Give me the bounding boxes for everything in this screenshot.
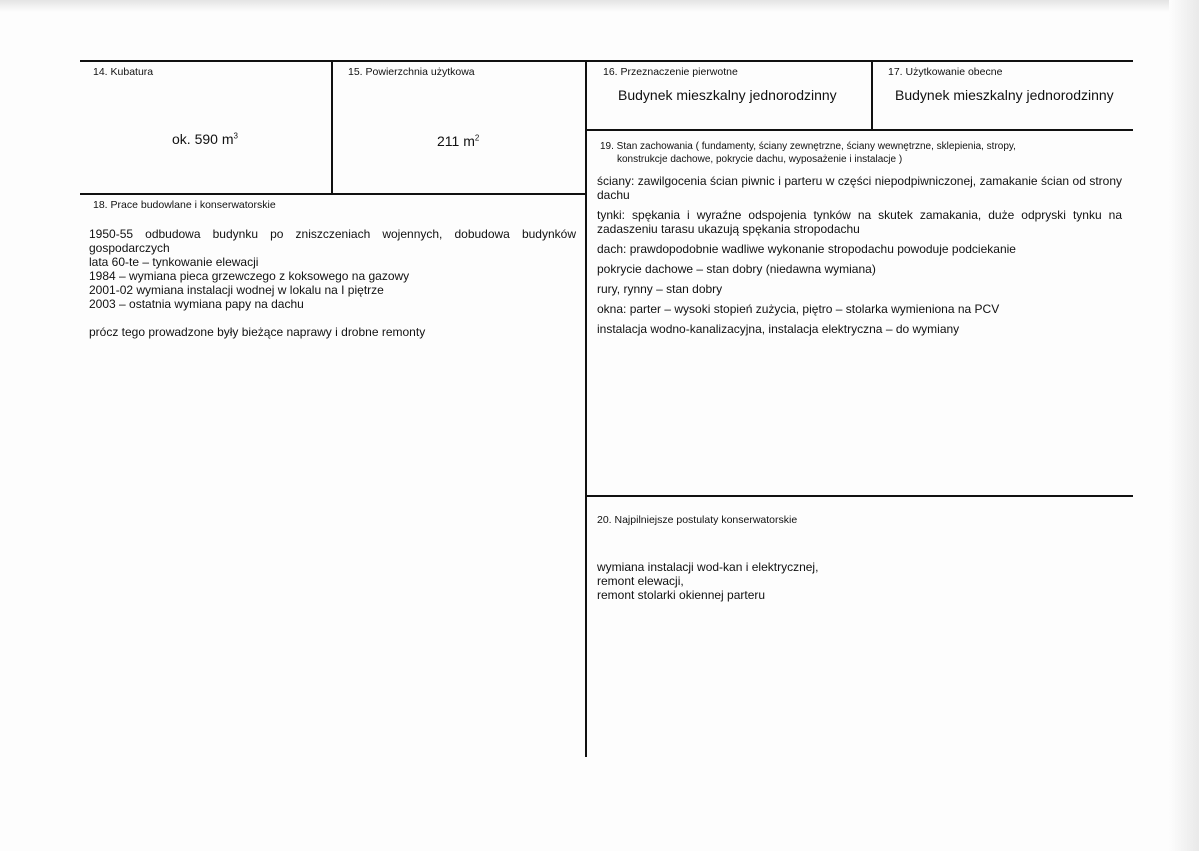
divider-14-15 <box>331 60 333 194</box>
scan-edge-top <box>0 0 1199 12</box>
stan-item-dach: dach: prawdopodobnie wadliwe wykonanie stropodachu powoduje podciekanie <box>597 242 1016 256</box>
top-border-line <box>80 60 1133 62</box>
powierzchnia-value <box>437 133 479 149</box>
stan-item-tynki: tynki: spękania i wyraźne odspojenia tynków na skutek zamakania, duże odpryski tynku na zadaszeniu tarasu ukazują spękania stropodachu <box>597 208 1122 236</box>
stan-item-scian: ściany: zawilgocenia ścian piwnic i parteru w części niepodpiwniczonej, zamakanie ścian od strony dachu <box>597 174 1122 202</box>
powierzchnia-label: 15. Powierzchnia użytkowa <box>348 66 475 78</box>
prace-gap <box>89 311 576 325</box>
divider-16-17 <box>871 60 873 130</box>
prace-body <box>89 227 576 339</box>
powierzchnia-value-text: 211 m <box>437 133 475 149</box>
postulaty-line-2: remont elewacji, <box>597 574 684 588</box>
stan-body <box>597 174 1122 342</box>
kubatura-value-sup: 3 <box>233 131 238 141</box>
postulaty-label: 20. Najpilniejsze postulaty konserwatorskie <box>597 514 798 526</box>
stan-label-line1: 19. Stan zachowania ( fundamenty, ściany zewnętrzne, ściany wewnętrzne, sklepienia, stropy, <box>600 141 1016 152</box>
line-under-14-15 <box>80 193 587 195</box>
prace-note: prócz tego prowadzone były bieżące naprawy i drobne remonty <box>89 325 426 339</box>
line-under-16-17 <box>585 129 1133 131</box>
stan-item-instalacja: instalacja wodno-kanalizacyjna, instalacja elektryczna – do wymiany <box>597 322 960 336</box>
stan-item-rury: rury, rynny – stan dobry <box>597 282 723 296</box>
postulaty-line-3: remont stolarki okiennej parteru <box>597 588 766 602</box>
scan-edge-right <box>1169 0 1199 851</box>
stan-item-pokrycie: pokrycie dachowe – stan dobry (niedawna wymiana) <box>597 262 876 276</box>
przeznaczenie-label: 16. Przeznaczenie pierwotne <box>603 66 738 78</box>
przeznaczenie-value: Budynek mieszkalny jednorodzinny <box>618 87 837 103</box>
kubatura-value-text: ok. 590 m <box>172 131 234 147</box>
postulaty-body <box>597 560 1097 602</box>
divider-main <box>585 60 587 757</box>
stan-label-line2: konstrukcje dachowe, pokrycie dachu, wyposażenie i instalacje ) <box>617 154 903 165</box>
powierzchnia-value-sup: 2 <box>474 133 480 143</box>
prace-label: 18. Prace budowlane i konserwatorskie <box>93 199 276 211</box>
prace-first-entry: 1950-55 odbudowa budynku po zniszczeniach wojennych, dobudowa budynków gospodarczych <box>89 227 576 255</box>
kubatura-value <box>172 131 238 147</box>
prace-entry-2: 1984 – wymiana pieca grzewczego z koksowego na gazowy <box>89 269 410 283</box>
line-above-20 <box>585 495 1133 497</box>
uzytkowanie-value: Budynek mieszkalny jednorodzinny <box>895 87 1114 103</box>
postulaty-line-1: wymiana instalacji wod-kan i elektrycznej, <box>597 560 819 574</box>
prace-entry-3: 2001-02 wymiana instalacji wodnej w lokalu na I piętrze <box>89 283 384 297</box>
prace-entry-1: lata 60-te – tynkowanie elewacji <box>89 255 259 269</box>
uzytkowanie-label: 17. Użytkowanie obecne <box>888 66 1003 78</box>
prace-entry-4: 2003 – ostatnia wymiana papy na dachu <box>89 297 304 311</box>
kubatura-label: 14. Kubatura <box>93 66 154 78</box>
stan-item-okna: okna: parter – wysoki stopień zużycia, piętro – stolarka wymieniona na PCV <box>597 302 1000 316</box>
